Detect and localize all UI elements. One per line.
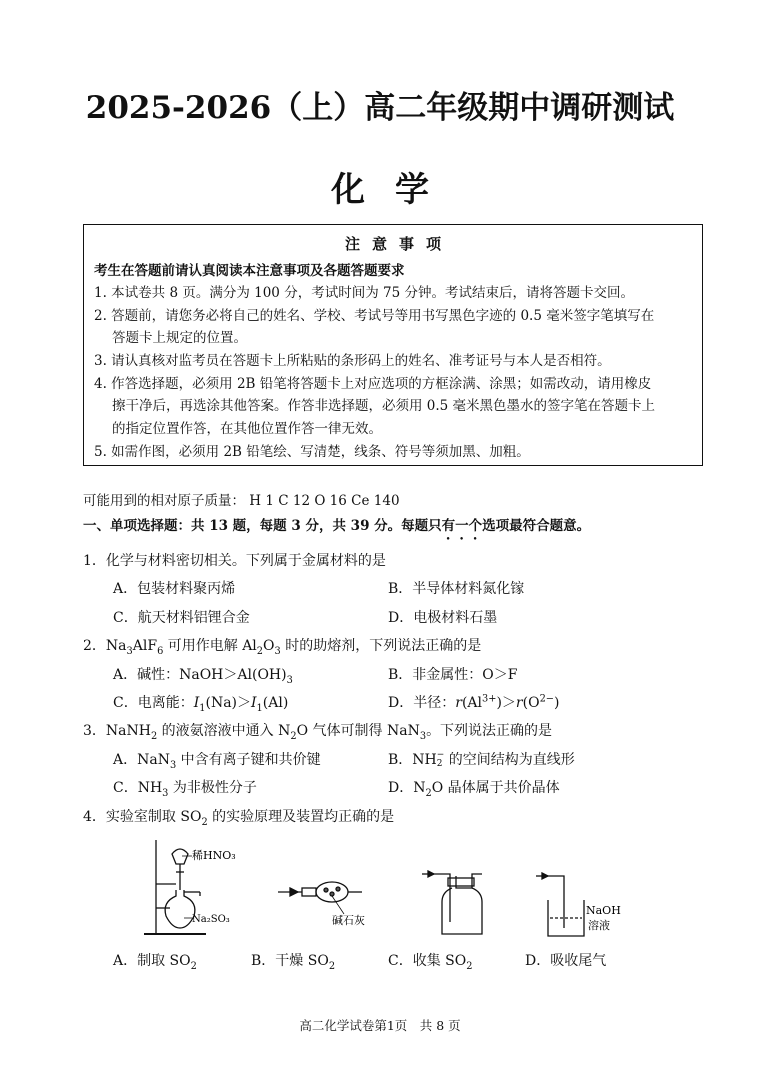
q3-stem-text: 。下列说法正确的是 bbox=[426, 723, 553, 739]
q3-stem-text: 的液氨溶液中通入 N bbox=[157, 723, 291, 739]
q2-stem-text: AlF bbox=[132, 638, 158, 654]
q3-a-text: 中含有离子键和共价键 bbox=[176, 752, 321, 768]
q4-c-text: C．收集 SO bbox=[388, 953, 467, 969]
q2-d-italic: r bbox=[455, 695, 462, 711]
q4-a-text: A．制取 SO bbox=[113, 953, 191, 969]
q2-c-sub: 1 bbox=[199, 702, 206, 714]
q2-d-text: (Al bbox=[461, 695, 482, 711]
notice-heading: 考生在答题前请认真阅读本注意事项及各题答题要求 bbox=[94, 263, 405, 279]
q4-option-c bbox=[388, 950, 472, 972]
q2-c-text: (Na)＞ bbox=[205, 695, 252, 711]
q4-option-d: D．吸收尾气 bbox=[525, 953, 607, 969]
apparatus-b-drying-tube bbox=[278, 882, 362, 902]
q3-b-sub: 2 bbox=[436, 759, 443, 769]
q1-option-a: A．包装材料聚丙烯 bbox=[113, 581, 236, 597]
q2-c-italic: I bbox=[251, 695, 257, 711]
q4-option-a bbox=[113, 950, 197, 972]
q3-option-b bbox=[388, 749, 575, 769]
q3-stem-text: O 气体可制得 NaN bbox=[296, 723, 420, 739]
exam-title: 2025-2026（上）高二年级期中调研测试 bbox=[85, 90, 675, 126]
q3-a-text: A．NaN bbox=[113, 752, 170, 768]
q3-d-text: O 晶体属于共价晶体 bbox=[431, 780, 560, 796]
q2-stem-sub: 6 bbox=[157, 645, 164, 657]
q3-stem-sub: 2 bbox=[150, 730, 158, 742]
q4-b-sub: 2 bbox=[328, 960, 336, 972]
q3-stem-sub: 2 bbox=[290, 730, 297, 742]
q1-option-d: D．电极材料石墨 bbox=[388, 610, 498, 626]
q2-d-text: D．半径： bbox=[388, 695, 456, 711]
section1-heading bbox=[83, 514, 590, 543]
q3-c-text: C．NH bbox=[113, 780, 163, 796]
q3-b-text: B．NH bbox=[388, 752, 437, 768]
q3-option-c bbox=[113, 777, 257, 799]
q2-stem-text: 2．Na bbox=[83, 638, 127, 654]
q4-a-sub: 2 bbox=[190, 960, 197, 972]
atomic-masses: 可能用到的相对原子质量： H 1 C 12 O 16 Ce 140 bbox=[83, 493, 400, 509]
q3-option-a bbox=[113, 749, 321, 771]
q4-option-b bbox=[251, 950, 335, 972]
q2-stem-text: O bbox=[263, 638, 275, 654]
page-footer: 高二化学试卷第1页 共 8 页 bbox=[299, 1018, 461, 1033]
label-solution: 溶液 bbox=[588, 919, 610, 932]
q2-option-a bbox=[113, 664, 293, 686]
label-na2so3: Na₂SO₃ bbox=[192, 914, 230, 925]
q3-d-sub: 2 bbox=[425, 787, 432, 799]
label-naoh: NaOH bbox=[586, 904, 621, 917]
q3-stem-text: 3．NaNH bbox=[83, 723, 151, 739]
section1-heading-emphasis: 有一个 bbox=[441, 518, 483, 534]
q2-a-sub: 3 bbox=[286, 674, 293, 686]
q2-stem bbox=[83, 635, 481, 657]
notice-item-1: 1. 本试卷共 8 页。满分为 100 分，考试时间为 75 分钟。考试结束后，请将答题卡交回。 bbox=[94, 285, 634, 301]
q2-d-text: ) bbox=[554, 695, 560, 711]
notice-title: 注意事项 bbox=[344, 235, 453, 253]
q4-b-text: B．干燥 SO bbox=[251, 953, 329, 969]
q2-c-italic: I bbox=[193, 695, 200, 711]
q2-d-sup: 3+ bbox=[482, 693, 497, 705]
q3-c-sub: 3 bbox=[162, 787, 169, 799]
section1-heading-b: 选项最符合题意。 bbox=[482, 518, 591, 534]
q2-stem-text: 可用作电解 Al bbox=[163, 638, 257, 654]
q3-a-sub: 3 bbox=[169, 759, 177, 771]
q2-a-text: A．碱性：NaOH＞Al(OH) bbox=[113, 667, 287, 683]
q3-stem bbox=[83, 720, 552, 742]
notice-item-4-cont: 擦干净后，再选涂其他答案。作答非选择题，必须用 0.5 毫米黑色墨水的签字笔在答题卡上 bbox=[112, 398, 656, 414]
q1-stem: 1．化学与材料密切相关。下列属于金属材料的是 bbox=[83, 553, 386, 569]
q3-b-text: 的空间结构为直线形 bbox=[444, 752, 575, 768]
q3-c-text: 为非极性分子 bbox=[168, 780, 257, 796]
q4-c-sub: 2 bbox=[466, 960, 473, 972]
q4-stem-text: 的实验原理及装置均正确的是 bbox=[207, 809, 395, 825]
q2-option-d bbox=[388, 692, 560, 712]
subject-title: 化学 bbox=[331, 170, 459, 210]
q3-b-sup: − bbox=[436, 750, 445, 760]
q2-c-text: C．电离能： bbox=[113, 695, 194, 711]
notice-box bbox=[83, 224, 703, 466]
q2-option-c bbox=[113, 692, 288, 714]
q2-c-sub: 1 bbox=[256, 702, 263, 714]
q2-d-italic: r bbox=[515, 695, 523, 711]
notice-item-4: 4. 作答选择题，必须用 2B 铅笔将答题卡上对应选项的方框涂满、涂黑；如需改动，请用橡皮 bbox=[94, 376, 652, 392]
notice-item-5: 5. 如需作图，必须用 2B 铅笔绘、写清楚，线条、符号等须加黑、加粗。 bbox=[94, 444, 530, 460]
q1-option-b: B．半导体材料氮化镓 bbox=[388, 581, 525, 597]
apparatus-c-collection-bottle bbox=[422, 871, 482, 934]
notice-item-2-cont: 答题卡上规定的位置。 bbox=[112, 330, 247, 346]
q2-stem-sub: 2 bbox=[256, 645, 264, 657]
label-soda-lime: 碱石灰 bbox=[332, 914, 365, 927]
q1-option-c: C．航天材料铝锂合金 bbox=[113, 610, 250, 626]
q4-stem-sub: 2 bbox=[201, 816, 208, 828]
q3-option-d bbox=[388, 777, 560, 799]
q2-stem-sub: 3 bbox=[126, 645, 133, 657]
q2-stem-sub: 3 bbox=[274, 645, 281, 657]
q2-d-text: )＞ bbox=[496, 695, 516, 711]
q2-d-sup: 2− bbox=[539, 693, 555, 705]
q3-d-text: D．N bbox=[388, 780, 426, 796]
section1-heading-a: 一、单项选择题：共 13 题，每题 3 分，共 39 分。每题只 bbox=[83, 518, 442, 534]
q3-stem-sub: 3 bbox=[419, 730, 427, 742]
q2-option-b: B．非金属性：O＞F bbox=[388, 667, 518, 683]
apparatus-d-absorption-beaker bbox=[536, 873, 584, 936]
q2-c-text: (Al) bbox=[262, 695, 289, 711]
notice-item-4-cont2: 的指定位置作答，在其他位置作答一律无效。 bbox=[112, 421, 382, 437]
notice-item-3: 3. 请认真核对监考员在答题卡上所粘贴的条形码上的姓名、准考证号与本人是否相符。 bbox=[94, 353, 611, 369]
label-dilute-hno3: 稀HNO₃ bbox=[192, 849, 236, 862]
notice-item-2: 2. 答题前，请您务必将自己的姓名、学校、考试号等用书写黑色字迹的 0.5 毫米签字笔填写在 bbox=[94, 308, 655, 324]
q4-stem bbox=[83, 806, 394, 828]
q2-d-text: (O bbox=[522, 695, 540, 711]
q4-stem-text: 4．实验室制取 SO bbox=[83, 809, 202, 825]
q2-stem-text: 时的助熔剂，下列说法正确的是 bbox=[280, 638, 482, 654]
q4-apparatus-figure bbox=[110, 832, 650, 944]
